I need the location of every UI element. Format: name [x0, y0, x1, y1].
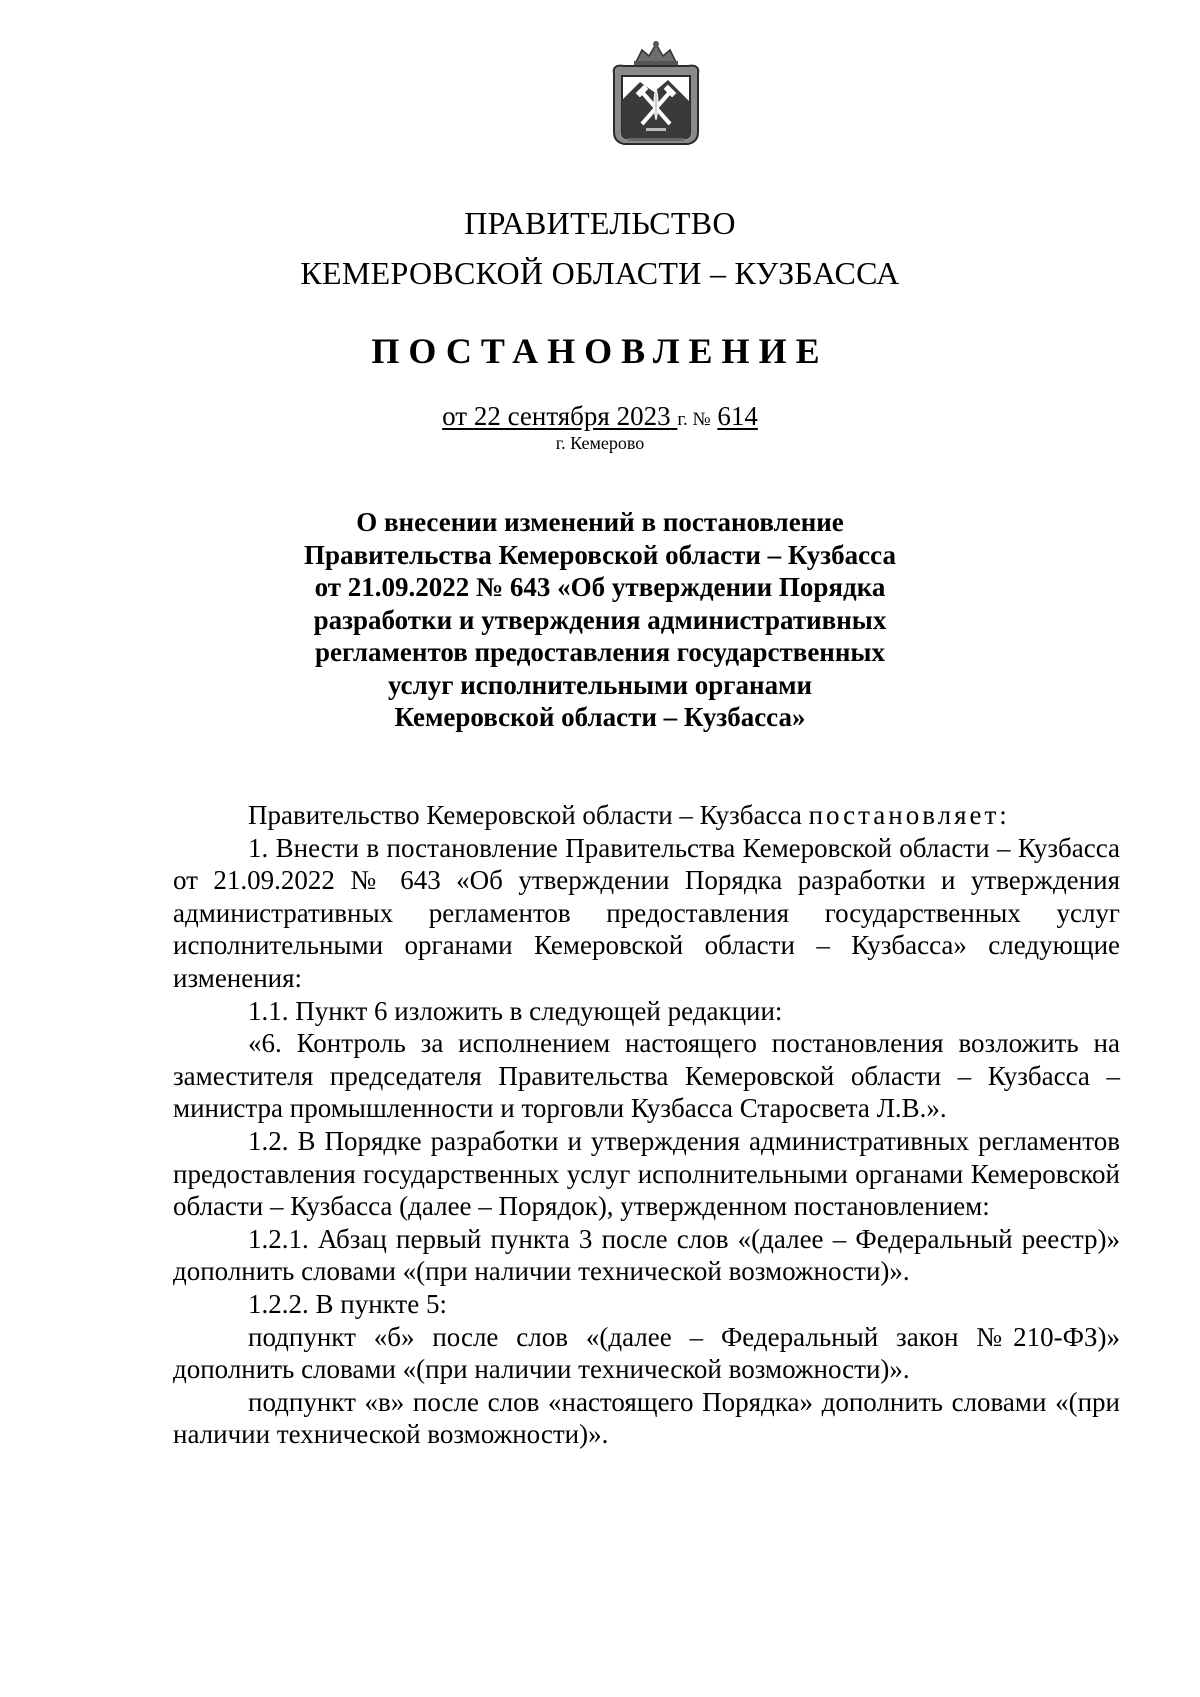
subject-line: разработки и утверждения административных [313, 604, 887, 635]
body-paragraph: 1.1. Пункт 6 изложить в следующей редакции: [248, 995, 783, 1026]
body-paragraph: 1.2. В Порядке разработки и утверждения административных регламентов предоставления государственных услуг исполнительными органами Кемеровской области – Кузбасса (далее – Порядок), утвержденном постановлением: [173, 1125, 1120, 1222]
organization-name-line-2: КЕМЕРОВСКОЙ ОБЛАСТИ – КУЗБАССА [300, 255, 900, 291]
body-paragraph: «6. Контроль за исполнением настоящего постановления возложить на заместителя председателя Правительства Кемеровской области – Кузбасса – министра промышленности и торговли Кузбасса Старосвета Л.В.». [173, 1028, 1120, 1124]
subject-line: от 21.09.2022 № 643 «Об утверждении Порядка [314, 572, 886, 602]
year-number-suffix: г. № [677, 409, 711, 430]
body-paragraph: 1.2.2. В пункте 5: [248, 1288, 447, 1319]
subject-line: О внесении изменений в постановление [356, 507, 844, 537]
intro-paragraph [173, 799, 1120, 832]
subject-line: услуг исполнительными органами [387, 669, 813, 700]
document-type-title: ПОСТАНОВЛЕНИЕ [371, 331, 829, 371]
body-paragraph: подпункт «в» после слов «настоящего Порядка» дополнить словами «(при наличии технической возможности)». [173, 1386, 1120, 1450]
organization-name-line-1: ПРАВИТЕЛЬСТВО [464, 205, 736, 241]
body-paragraph: подпункт «б» после слов «(далее – Федеральный закон №210-ФЗ)» дополнить словами «(при наличии технической возможности)». [173, 1321, 1120, 1385]
resolution-verb: постановляет: [808, 800, 1010, 830]
subject-line: Правительства Кемеровской области – Кузбасса [304, 539, 896, 570]
date-and-number-line [0, 401, 1200, 432]
document-body [173, 799, 1120, 1451]
subject-line: Кемеровской области – Кузбасса» [394, 702, 806, 732]
city-name: г. Кемерово [555, 433, 645, 453]
body-paragraph: 1. Внести в постановление Правительства Кемеровской области – Кузбасса от 21.09.2022 № 643 «Об утверждении Порядка разработки и утверждения административных регламентов предоставления государственных услуг исполнительными органами Кемеровской области – Кузбасса» следующие изменения: [173, 832, 1120, 993]
date-prefix: от [442, 401, 468, 431]
document-number: 614 [717, 401, 758, 431]
subject-line: регламентов предоставления государственных [315, 637, 885, 667]
document-subject [0, 506, 1200, 734]
body-paragraph: 1.2.1. Абзац первый пункта 3 после слов «(далее – Федеральный реестр)» дополнить словами «(при наличии технической возможности)». [173, 1223, 1120, 1287]
intro-text: Правительство Кемеровской области – Кузбасса [248, 800, 802, 830]
document-date: 22 сентября 2023 [473, 401, 671, 431]
coat-of-arms-emblem [606, 40, 706, 154]
